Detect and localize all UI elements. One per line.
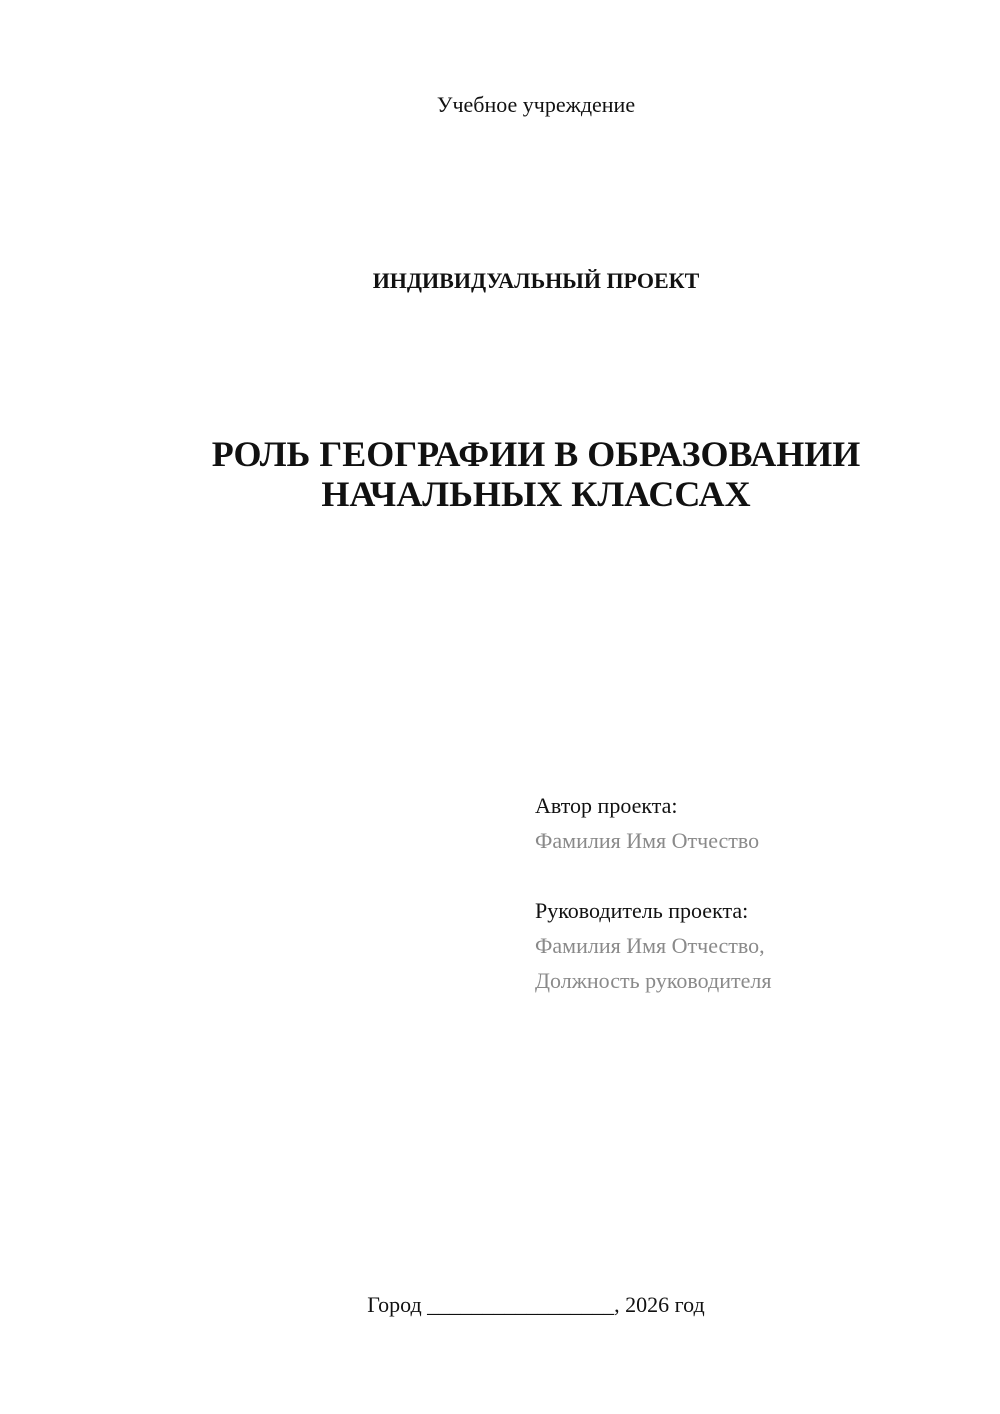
info-spacer	[535, 858, 975, 893]
title-line-1: РОЛЬ ГЕОГРАФИИ В ОБРАЗОВАНИИ	[211, 434, 861, 474]
city-year-line: Город _________________, 2026 год	[367, 1292, 705, 1317]
document-type: ИНДИВИДУАЛЬНЫЙ ПРОЕКТ	[372, 268, 700, 293]
author-label: Автор проекта:	[535, 793, 678, 818]
author-name: Фамилия Имя Отчество	[535, 828, 760, 853]
title-line-2: НАЧАЛЬНЫХ КЛАССАХ	[321, 474, 751, 514]
institution-name: Учебное учреждение	[436, 92, 636, 117]
supervisor-name: Фамилия Имя Отчество,	[535, 933, 765, 958]
supervisor-label: Руководитель проекта:	[535, 898, 749, 923]
supervisor-position: Должность руководителя	[535, 968, 772, 993]
document-title	[0, 434, 1000, 514]
project-info	[535, 788, 975, 998]
